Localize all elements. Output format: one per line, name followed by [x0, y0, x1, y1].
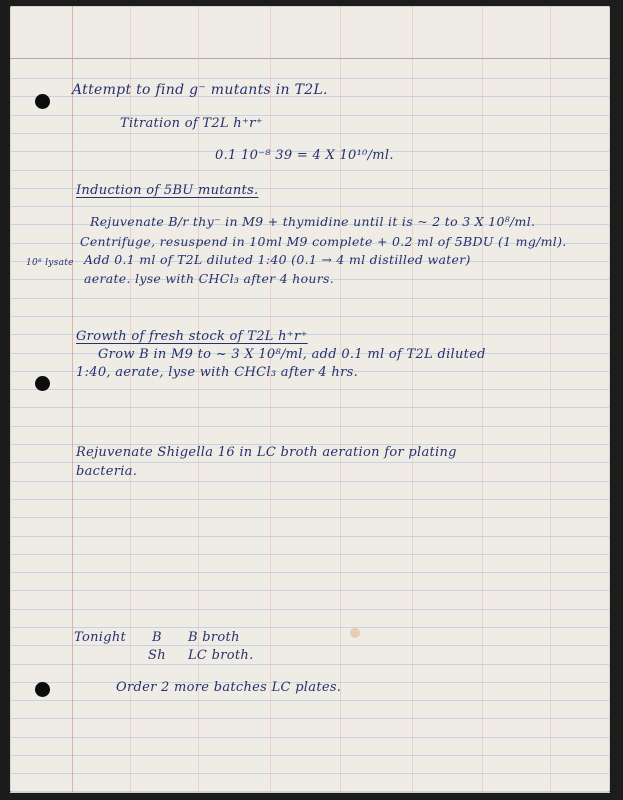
ruled-line [10, 645, 610, 646]
titration-line: Titration of T2L h⁺r⁺ [120, 116, 263, 131]
ruled-line [10, 517, 610, 518]
vertical-rule [340, 6, 341, 792]
induction-line-3: Add 0.1 ml of T2L diluted 1:40 (0.1 → 4 ml distilled water) [84, 252, 471, 267]
induction-heading: Induction of 5BU mutants. [76, 183, 259, 198]
ruled-line [10, 115, 610, 116]
vertical-rule [550, 6, 551, 792]
top-rule [10, 58, 610, 59]
ruled-line [10, 389, 610, 390]
induction-line-4: aerate. lyse with CHCl₃ after 4 hours. [84, 271, 335, 286]
ruled-line [10, 499, 610, 500]
ruled-line [10, 792, 610, 793]
tonight-b-item: B broth [188, 630, 240, 645]
titration-values: 0.1 10⁻⁸ 39 = 4 X 10¹⁰/ml. [215, 148, 394, 163]
ruled-line [10, 627, 610, 628]
ruled-line [10, 426, 610, 427]
punch-hole [35, 376, 50, 391]
induction-line-2: Centrifuge, resuspend in 10ml M9 complete + 0.2 ml of 5BDU (1 mg/ml). [80, 234, 567, 249]
ruled-line [10, 133, 610, 134]
ruled-line [10, 206, 610, 207]
induction-line-1: Rejuvenate B/r thy⁻ in M9 + thymidine until it is ~ 2 to 3 X 10⁸/ml. [90, 214, 536, 229]
ruled-line [10, 590, 610, 591]
ruled-line [10, 609, 610, 610]
ruled-line [10, 718, 610, 719]
vertical-rule [270, 6, 271, 792]
ruled-line [10, 536, 610, 537]
ruled-line [10, 700, 610, 701]
ruled-line [10, 298, 610, 299]
ruled-line [10, 316, 610, 317]
order-line: Order 2 more batches LC plates. [116, 680, 342, 695]
ruled-line [10, 773, 610, 774]
tonight-label: Tonight [74, 630, 127, 645]
growth-line-2: 1:40, aerate, lyse with CHCl₃ after 4 hrs. [76, 365, 359, 380]
tonight-b: B [152, 630, 162, 645]
rejuvenate-line-2: bacteria. [76, 464, 138, 479]
ruled-line [10, 170, 610, 171]
ruled-line [10, 664, 610, 665]
margin-note: 10⁸ lysate [26, 258, 74, 268]
ruled-line [10, 737, 610, 738]
tonight-sh: Sh [148, 648, 166, 663]
ruled-line [10, 78, 610, 79]
ruled-line [10, 462, 610, 463]
ruled-line [10, 572, 610, 573]
margin-line [72, 6, 73, 792]
rejuvenate-line-1: Rejuvenate Shigella 16 in LC broth aeration for plating [76, 445, 457, 460]
punch-hole [35, 94, 50, 109]
ruled-line [10, 554, 610, 555]
growth-heading: Growth of fresh stock of T2L h⁺r⁺ [76, 329, 308, 344]
vertical-rule [482, 6, 483, 792]
tonight-sh-item: LC broth. [188, 648, 254, 663]
note-title: Attempt to find g⁻ mutants in T2L. [72, 82, 328, 98]
punch-hole [35, 682, 50, 697]
growth-line-1: Grow B in M9 to ~ 3 X 10⁸/ml, add 0.1 ml of T2L diluted [98, 347, 486, 362]
ruled-line [10, 755, 610, 756]
vertical-rule [412, 6, 413, 792]
ruled-line [10, 407, 610, 408]
notebook-page [10, 6, 610, 792]
ruled-line [10, 481, 610, 482]
paper-stain [350, 628, 360, 638]
